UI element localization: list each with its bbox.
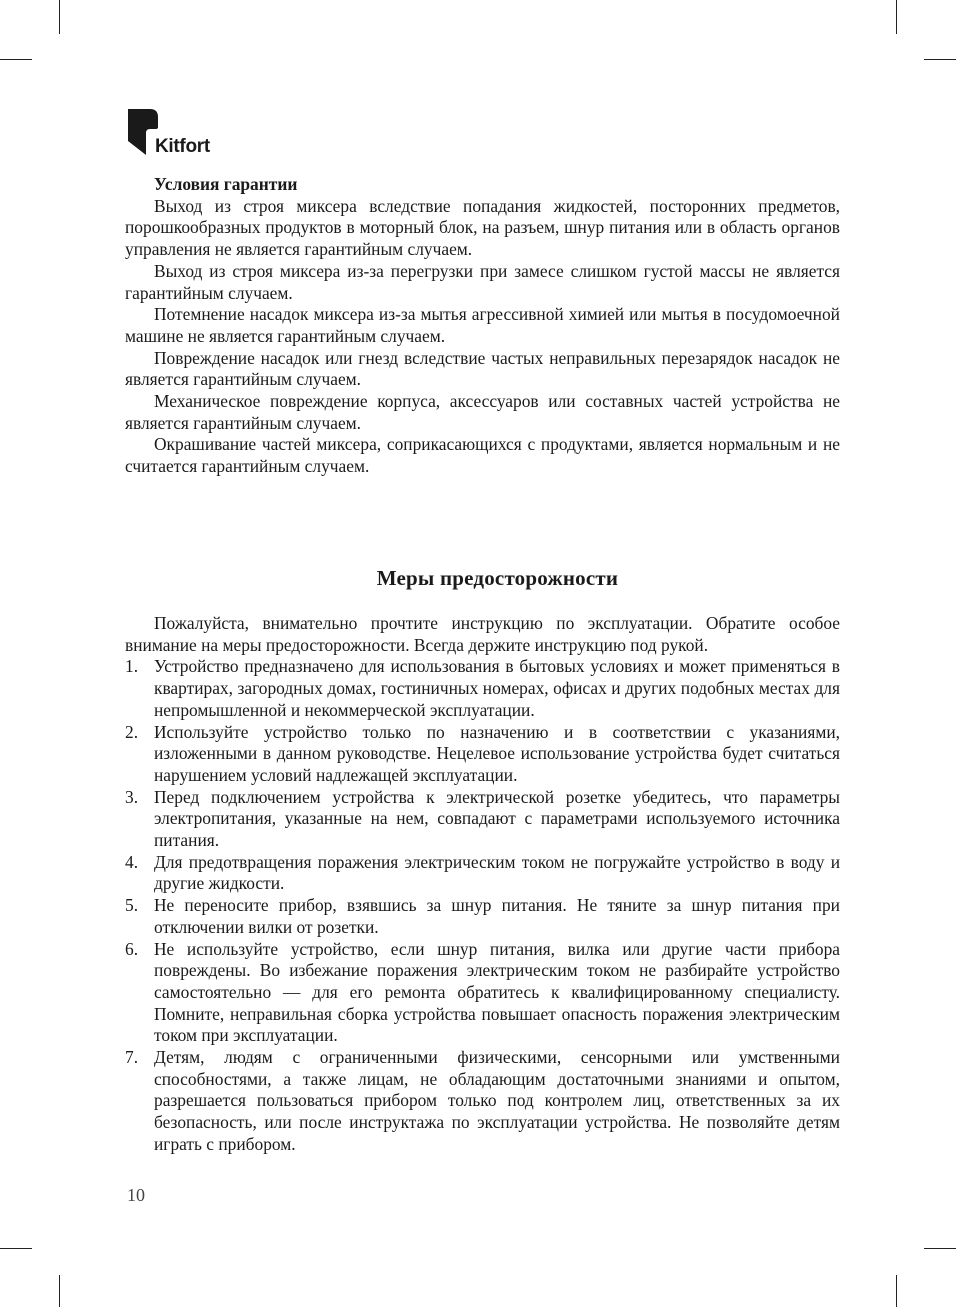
list-item-number: 7. bbox=[125, 1047, 139, 1068]
warranty-title: Условия гарантии bbox=[154, 174, 298, 194]
list-item-text: Используйте устройство только по назначению и в соответствии с указаниями, изложенными в данном руководстве. Нецелевое использование устройства будет считаться нарушением условий надлежащей эксплуатации. bbox=[154, 721, 840, 785]
section-heading: Меры предосторожности bbox=[376, 566, 619, 590]
warranty-paragraph: Повреждение насадок или гнезд вследствие частых неправильных перезарядок насадок не является гарантийным случаем. bbox=[125, 347, 840, 390]
crop-mark bbox=[896, 1275, 897, 1307]
list-item-text: Устройство предназначено для использования в бытовых условиях и может применяться в квартирах, загородных домах, гостиничных номерах, офисах и других подобных местах для непромышленной и некоммерческой эксплуатации. bbox=[154, 656, 840, 720]
crop-mark bbox=[0, 59, 32, 60]
warranty-paragraph: Выход из строя миксера вследствие попадания жидкостей, посторонних предметов, порошкообразных продуктов в моторный блок, на разъем, шнур питания или в область органов управления не является гарантийным случаем. bbox=[125, 195, 840, 260]
brand-logo bbox=[126, 107, 266, 159]
list-item-text: Перед подключением устройства к электрической розетке убедитесь, что параметры электропитания, указанные на нем, совпадают с параметрами используемого источника питания. bbox=[154, 786, 840, 851]
page-number: 10 bbox=[127, 1185, 145, 1205]
warranty-paragraph: Механическое повреждение корпуса, аксессуаров или составных частей устройства не является гарантийным случаем. bbox=[125, 391, 840, 433]
list-item-text: Для предотвращения поражения электрическим током не погружайте устройство в воду и другие жидкости. bbox=[154, 851, 840, 894]
brand-logo-text: Kitfort bbox=[155, 136, 210, 157]
warranty-paragraph: Выход из строя миксера из-за перегрузки при замесе слишком густой массы не является гарантийным случаем. bbox=[125, 260, 840, 303]
list-item-number: 2. bbox=[125, 721, 139, 742]
crop-mark bbox=[896, 0, 897, 34]
list-item-text: Детям, людям с ограниченными физическими, сенсорными или умственными способностями, а также лицам, не обладающим достаточными знаниями и опытом, разрешается пользоваться прибором только под контролем лиц, ответственных за их безопасность, или после инструктажа по эксплуатации устройства. Не позволяйте детям играть с прибором. bbox=[154, 1047, 840, 1154]
crop-mark bbox=[0, 1248, 32, 1249]
list-item bbox=[125, 722, 840, 787]
warranty-paragraph: Потемнение насадок миксера из-за мытья агрессивной химией или мытья в посудомоечной машине не является гарантийным случаем. bbox=[125, 304, 840, 346]
precautions-list bbox=[125, 656, 840, 1155]
list-item-number: 3. bbox=[125, 786, 139, 807]
crop-mark bbox=[59, 1275, 60, 1307]
list-item bbox=[125, 852, 840, 895]
precautions-intro: Пожалуйста, внимательно прочтите инструкцию по эксплуатации. Обратите особое внимание на меры предосторожности. Всегда держите инструкцию под рукой. bbox=[125, 613, 840, 655]
list-item-number: 6. bbox=[125, 938, 139, 959]
list-item-number: 4. bbox=[125, 851, 139, 872]
crop-mark bbox=[924, 59, 956, 60]
list-item bbox=[125, 895, 840, 938]
warranty-paragraph: Окрашивание частей миксера, соприкасающихся с продуктами, является нормальным и не считается гарантийным случаем. bbox=[125, 434, 840, 477]
list-item bbox=[125, 1047, 840, 1156]
list-item bbox=[125, 656, 840, 721]
list-item bbox=[125, 787, 840, 852]
list-item bbox=[125, 939, 840, 1048]
list-item-number: 5. bbox=[125, 895, 139, 916]
precautions-section bbox=[125, 613, 840, 1156]
list-item-number: 1. bbox=[125, 656, 139, 677]
crop-mark bbox=[924, 1248, 956, 1249]
list-item-text: Не переносите прибор, взявшись за шнур питания. Не тяните за шнур питания при отключении вилки от розетки. bbox=[154, 895, 840, 937]
crop-mark bbox=[59, 0, 60, 34]
list-item-text: Не используйте устройство, если шнур питания, вилка или другие части прибора повреждены. Во избежание поражения электрическим током не разбирайте устройство самостоятельно — для его ремонта обратитесь к квалифицированному специалисту. Помните, неправильная сборка устройства повышает опасность поражения электрическим током при эксплуатации. bbox=[154, 938, 840, 1046]
warranty-section bbox=[125, 174, 840, 478]
